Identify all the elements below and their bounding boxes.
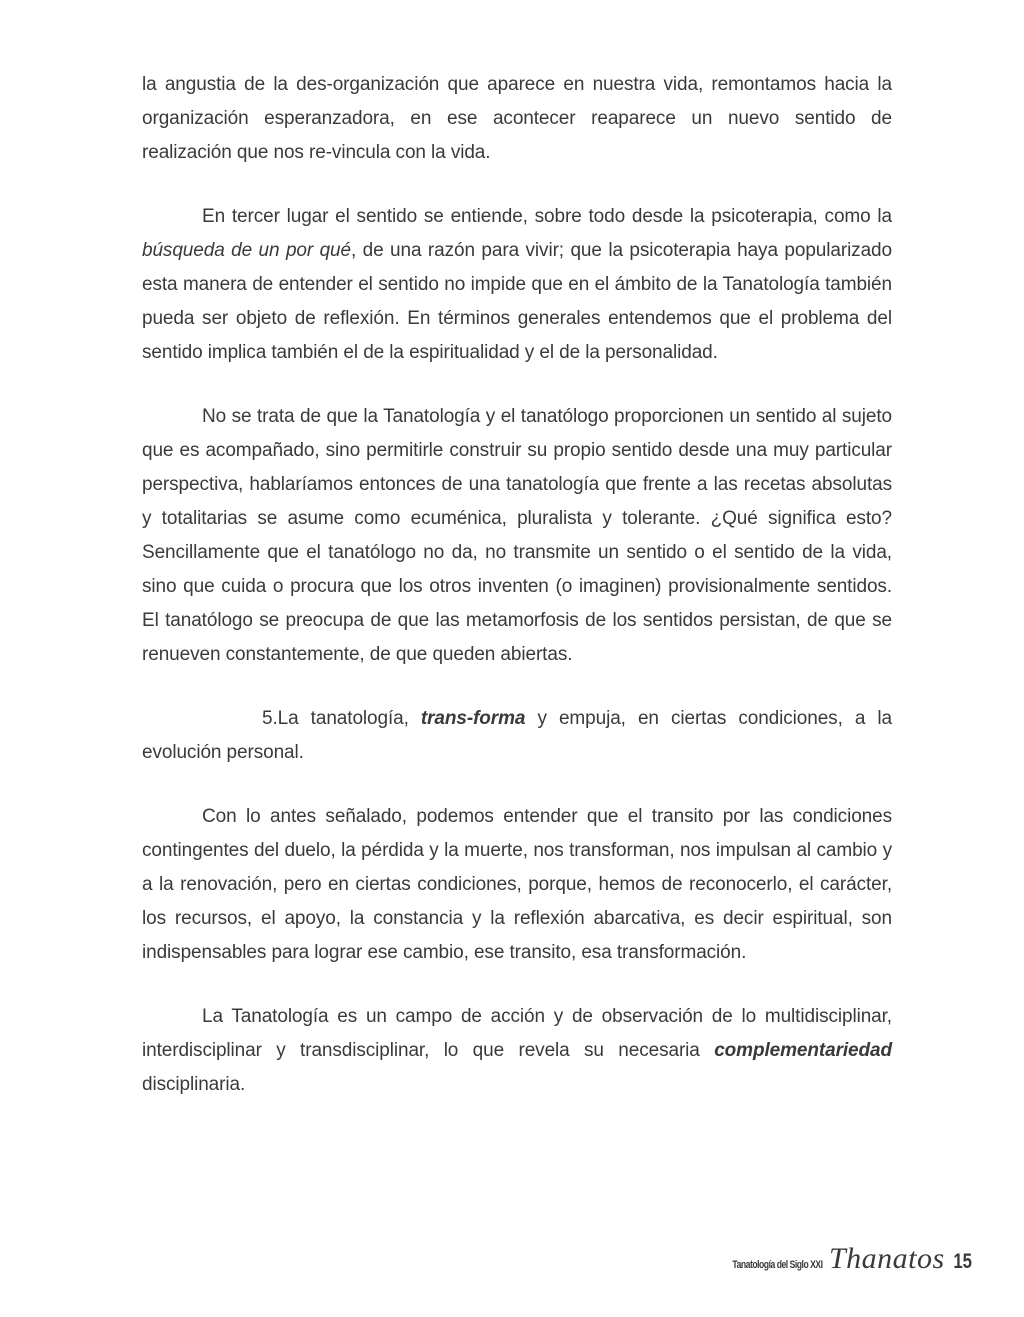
paragraph-4-numbered-item — [142, 702, 892, 770]
paragraph-6-emphasis: complementariedad — [714, 1040, 892, 1061]
footer-subtitle: Tanatología del Siglo XXI — [732, 1259, 823, 1271]
paragraph-6-text-a: La Tanatología es un campo de acción y de observación de lo multidisciplinar, interdisciplinar y transdisciplinar, lo que revela su necesaria — [142, 1006, 892, 1061]
paragraph-2-text-b: , de una razón para vivir; que la psicoterapia haya popularizado esta manera de entender el sentido no impide que en el ámbito de la Tanatología también pueda ser objeto de reflexión. En términos generales entendemos que el problema del sentido implica también el de la espiritualidad y el de la personalidad. — [142, 240, 892, 363]
paragraph-3 — [142, 400, 892, 672]
page-footer — [707, 1242, 974, 1276]
paragraph-6 — [142, 1000, 892, 1102]
footer-brand-logo: Thanatos — [828, 1242, 945, 1275]
paragraph-4-emphasis: trans-forma — [420, 708, 526, 729]
page-number: 15 — [952, 1250, 972, 1273]
paragraph-4-text-b: y empuja, en ciertas condiciones, a la evolución personal. — [142, 708, 892, 763]
paragraph-2 — [142, 200, 892, 370]
paragraph-1-text: la angustia de la des-organización que aparece en nuestra vida, remontamos hacia la organización esperanzadora, en ese acontecer reaparece un nuevo sentido de realización que nos re-vincula con la vida. — [142, 74, 892, 163]
paragraph-2-emphasis: búsqueda de un por qué — [142, 240, 351, 261]
paragraph-1 — [142, 68, 892, 170]
paragraph-5-text: Con lo antes señalado, podemos entender que el transito por las condiciones contingentes del duelo, la pérdida y la muerte, nos transforman, nos impulsan al cambio y a la renovación, pero en ciertas condiciones, porque, hemos de reconocerlo, el carácter, los recursos, el apoyo, la constancia y la reflexión abarcativa, es decir espiritual, son indispensables para lograr ese cambio, ese transito, esa transformación. — [142, 806, 892, 963]
paragraph-3-text: No se trata de que la Tanatología y el tanatólogo proporcionen un sentido al sujeto que es acompañado, sino permitirle construir su propio sentido desde una muy particular perspectiva, hablaríamos entonces de una tanatología que frente a las recetas absolutas y totalitarias se asume como ecuménica, pluralista y tolerante. ¿Qué significa esto? Sencillamente que el tanatólogo no da, no transmite un sentido o el sentido de la vida, sino que cuida o procura que los otros inventen (o imaginen) provisionalmente sentidos. El tanatólogo se preocupa de que las metamorfosis de los sentidos persistan, de que se renueven constantemente, de que queden abiertas. — [142, 406, 892, 665]
paragraph-6-text-b: disciplinaria. — [142, 1074, 246, 1095]
paragraph-5 — [142, 800, 892, 970]
paragraph-4-text-a: La tanatología, — [277, 708, 421, 729]
item-number: 5. — [262, 708, 278, 729]
paragraph-2-text-a: En tercer lugar el sentido se entiende, sobre todo desde la psicoterapia, como la — [202, 206, 892, 227]
document-body — [142, 68, 892, 1132]
